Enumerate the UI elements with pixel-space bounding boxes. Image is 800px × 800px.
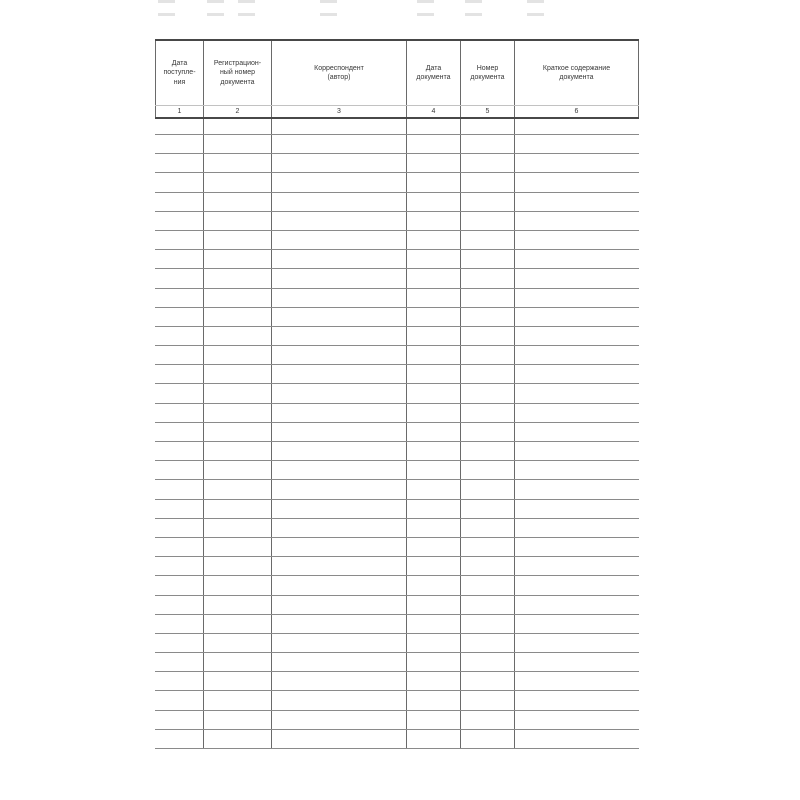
empty-cell — [155, 711, 204, 729]
empty-cell — [204, 596, 272, 614]
empty-cell — [155, 193, 204, 211]
column-header-6 — [515, 41, 639, 105]
empty-cell — [461, 576, 515, 594]
empty-cell — [272, 173, 407, 191]
empty-cell — [407, 173, 461, 191]
empty-cell — [407, 538, 461, 556]
empty-cell — [461, 384, 515, 402]
empty-cell — [461, 135, 515, 153]
column-header-label — [163, 59, 195, 88]
empty-cell — [272, 576, 407, 594]
table-row — [155, 480, 639, 499]
empty-cell — [515, 346, 639, 364]
cropped-text-artifact — [527, 0, 544, 3]
table-row — [155, 173, 639, 192]
table-row — [155, 346, 639, 365]
empty-cell — [515, 423, 639, 441]
column-header-label-line: документа — [416, 74, 451, 81]
table-row — [155, 653, 639, 672]
empty-cell — [515, 269, 639, 287]
empty-cell — [407, 500, 461, 518]
table-row — [155, 557, 639, 576]
empty-cell — [515, 653, 639, 671]
empty-cell — [515, 231, 639, 249]
table-header — [155, 39, 639, 119]
empty-cell — [515, 404, 639, 422]
table-row — [155, 538, 639, 557]
empty-cell — [515, 557, 639, 575]
empty-cell — [461, 442, 515, 460]
empty-cell — [515, 519, 639, 537]
empty-cell — [155, 461, 204, 479]
column-header-label-line: документа — [470, 74, 505, 81]
empty-cell — [407, 461, 461, 479]
empty-cell — [461, 212, 515, 230]
column-header-label — [416, 64, 450, 83]
column-header-label-line: Краткое содержание — [542, 64, 611, 72]
empty-cell — [461, 404, 515, 422]
column-header-label-line: поступле- — [163, 69, 196, 77]
empty-cell — [204, 615, 272, 633]
empty-cell — [407, 596, 461, 614]
empty-cell — [204, 173, 272, 191]
table-row — [155, 135, 639, 154]
empty-cell — [272, 404, 407, 422]
empty-cell — [407, 212, 461, 230]
table-row — [155, 154, 639, 173]
empty-cell — [155, 519, 204, 537]
empty-cell — [407, 289, 461, 307]
empty-cell — [515, 500, 639, 518]
table-row — [155, 442, 639, 461]
empty-cell — [155, 480, 204, 498]
table-row — [155, 119, 639, 135]
empty-cell — [272, 327, 407, 345]
registration-journal-table — [155, 39, 639, 749]
empty-cell — [204, 154, 272, 172]
empty-cell — [407, 327, 461, 345]
empty-cell — [407, 193, 461, 211]
table-row — [155, 672, 639, 691]
empty-cell — [515, 308, 639, 326]
empty-cell — [155, 269, 204, 287]
empty-cell — [515, 250, 639, 268]
cropped-text-artifact — [207, 13, 224, 16]
table-body — [155, 119, 639, 749]
empty-cell — [155, 730, 204, 748]
column-header-label-line: Дата — [171, 59, 188, 67]
empty-cell — [272, 653, 407, 671]
empty-cell — [407, 557, 461, 575]
cropped-text-artifact — [238, 0, 255, 3]
column-header-1 — [155, 41, 204, 105]
empty-cell — [272, 231, 407, 249]
empty-cell — [204, 576, 272, 594]
empty-cell — [515, 289, 639, 307]
table-row — [155, 461, 639, 480]
empty-cell — [155, 634, 204, 652]
column-header-label-line: (автор) — [327, 74, 351, 81]
column-header-label — [214, 59, 261, 88]
table-row — [155, 384, 639, 403]
header-number-row — [155, 105, 639, 117]
empty-cell — [155, 691, 204, 709]
empty-cell — [461, 423, 515, 441]
column-header-label — [470, 64, 504, 83]
empty-cell — [407, 231, 461, 249]
empty-cell — [272, 519, 407, 537]
empty-cell — [407, 653, 461, 671]
empty-cell — [515, 119, 639, 134]
empty-cell — [155, 212, 204, 230]
empty-cell — [272, 289, 407, 307]
empty-cell — [461, 519, 515, 537]
empty-cell — [461, 653, 515, 671]
table-row — [155, 615, 639, 634]
empty-cell — [461, 289, 515, 307]
empty-cell — [515, 365, 639, 383]
column-number-5: 5 — [461, 106, 515, 117]
empty-cell — [407, 154, 461, 172]
table-row — [155, 691, 639, 710]
empty-cell — [272, 538, 407, 556]
empty-cell — [515, 173, 639, 191]
table-row — [155, 576, 639, 595]
empty-cell — [461, 634, 515, 652]
column-header-label-line: Номер — [476, 64, 499, 72]
table-row — [155, 519, 639, 538]
empty-cell — [272, 461, 407, 479]
empty-cell — [515, 193, 639, 211]
cropped-text-artifact — [238, 13, 255, 16]
empty-cell — [204, 135, 272, 153]
empty-cell — [204, 500, 272, 518]
empty-cell — [272, 691, 407, 709]
empty-cell — [272, 384, 407, 402]
empty-cell — [461, 672, 515, 690]
empty-cell — [155, 423, 204, 441]
empty-cell — [272, 119, 407, 134]
empty-cell — [515, 576, 639, 594]
empty-cell — [461, 119, 515, 134]
empty-cell — [204, 404, 272, 422]
empty-cell — [461, 711, 515, 729]
empty-cell — [155, 538, 204, 556]
empty-cell — [155, 119, 204, 134]
empty-cell — [272, 596, 407, 614]
empty-cell — [204, 634, 272, 652]
empty-cell — [407, 404, 461, 422]
empty-cell — [515, 596, 639, 614]
empty-cell — [515, 135, 639, 153]
empty-cell — [204, 365, 272, 383]
table-row — [155, 212, 639, 231]
column-header-label-line: документа — [559, 74, 594, 81]
table-row — [155, 327, 639, 346]
empty-cell — [155, 672, 204, 690]
empty-cell — [155, 308, 204, 326]
empty-cell — [515, 730, 639, 748]
empty-cell — [407, 711, 461, 729]
column-header-label-line: Корреспондент — [314, 64, 364, 72]
column-header-2 — [204, 41, 272, 105]
empty-cell — [204, 423, 272, 441]
empty-cell — [461, 250, 515, 268]
empty-cell — [515, 672, 639, 690]
empty-cell — [272, 212, 407, 230]
empty-cell — [515, 691, 639, 709]
empty-cell — [272, 365, 407, 383]
empty-cell — [272, 634, 407, 652]
empty-cell — [204, 289, 272, 307]
empty-cell — [272, 269, 407, 287]
empty-cell — [204, 691, 272, 709]
table-row — [155, 269, 639, 288]
table-row — [155, 711, 639, 730]
empty-cell — [407, 135, 461, 153]
empty-cell — [272, 480, 407, 498]
empty-cell — [407, 691, 461, 709]
empty-cell — [204, 557, 272, 575]
empty-cell — [155, 500, 204, 518]
empty-cell — [461, 346, 515, 364]
empty-cell — [272, 193, 407, 211]
empty-cell — [272, 615, 407, 633]
empty-cell — [461, 480, 515, 498]
empty-cell — [272, 346, 407, 364]
empty-cell — [515, 384, 639, 402]
empty-cell — [407, 576, 461, 594]
cropped-text-artifact — [320, 0, 337, 3]
cropped-text-artifact — [417, 13, 434, 16]
table-row — [155, 730, 639, 749]
empty-cell — [204, 384, 272, 402]
column-header-label-line: документа — [220, 78, 255, 86]
empty-cell — [461, 231, 515, 249]
empty-cell — [407, 442, 461, 460]
empty-cell — [461, 596, 515, 614]
empty-cell — [515, 615, 639, 633]
table-row — [155, 308, 639, 327]
empty-cell — [407, 519, 461, 537]
empty-cell — [515, 480, 639, 498]
table-row — [155, 250, 639, 269]
empty-cell — [407, 365, 461, 383]
empty-cell — [204, 250, 272, 268]
cropped-text-artifact — [527, 13, 544, 16]
table-row — [155, 634, 639, 653]
empty-cell — [272, 135, 407, 153]
cropped-text-artifact — [158, 0, 175, 3]
empty-cell — [407, 672, 461, 690]
column-header-label-line: Регистрацион- — [213, 59, 262, 67]
empty-cell — [272, 250, 407, 268]
empty-cell — [461, 557, 515, 575]
empty-cell — [461, 538, 515, 556]
table-row — [155, 423, 639, 442]
empty-cell — [204, 269, 272, 287]
empty-cell — [155, 404, 204, 422]
empty-cell — [407, 634, 461, 652]
empty-cell — [155, 384, 204, 402]
cropped-text-artifact — [158, 13, 175, 16]
column-header-label-line: ния — [173, 78, 186, 86]
empty-cell — [204, 193, 272, 211]
empty-cell — [272, 423, 407, 441]
empty-cell — [204, 327, 272, 345]
empty-cell — [155, 596, 204, 614]
table-row — [155, 231, 639, 250]
empty-cell — [155, 135, 204, 153]
empty-cell — [407, 384, 461, 402]
empty-cell — [272, 730, 407, 748]
table-row — [155, 365, 639, 384]
empty-cell — [155, 557, 204, 575]
empty-cell — [272, 672, 407, 690]
column-header-3 — [272, 41, 407, 105]
column-header-4 — [407, 41, 461, 105]
column-header-label-line: Дата — [425, 64, 442, 72]
table-row — [155, 500, 639, 519]
empty-cell — [204, 730, 272, 748]
empty-cell — [204, 653, 272, 671]
table-row — [155, 404, 639, 423]
cropped-text-artifact — [417, 0, 434, 3]
empty-cell — [515, 212, 639, 230]
column-header-label — [543, 64, 610, 83]
empty-cell — [461, 308, 515, 326]
empty-cell — [204, 538, 272, 556]
empty-cell — [407, 480, 461, 498]
cropped-text-artifact — [207, 0, 224, 3]
empty-cell — [461, 269, 515, 287]
empty-cell — [461, 327, 515, 345]
empty-cell — [204, 119, 272, 134]
column-number-1: 1 — [155, 106, 204, 117]
table-row — [155, 289, 639, 308]
empty-cell — [155, 365, 204, 383]
empty-cell — [407, 615, 461, 633]
empty-cell — [515, 538, 639, 556]
empty-cell — [461, 691, 515, 709]
empty-cell — [155, 154, 204, 172]
empty-cell — [204, 461, 272, 479]
empty-cell — [515, 711, 639, 729]
empty-cell — [155, 653, 204, 671]
empty-cell — [407, 346, 461, 364]
empty-cell — [204, 212, 272, 230]
empty-cell — [204, 442, 272, 460]
empty-cell — [155, 442, 204, 460]
column-number-3: 3 — [272, 106, 407, 117]
table-row — [155, 596, 639, 615]
empty-cell — [204, 519, 272, 537]
empty-cell — [515, 634, 639, 652]
empty-cell — [272, 500, 407, 518]
empty-cell — [155, 250, 204, 268]
empty-cell — [155, 346, 204, 364]
empty-cell — [272, 154, 407, 172]
empty-cell — [272, 442, 407, 460]
empty-cell — [515, 327, 639, 345]
empty-cell — [461, 365, 515, 383]
header-label-row — [155, 41, 639, 105]
empty-cell — [461, 615, 515, 633]
column-number-4: 4 — [407, 106, 461, 117]
empty-cell — [407, 269, 461, 287]
empty-cell — [155, 173, 204, 191]
empty-cell — [407, 250, 461, 268]
empty-cell — [155, 327, 204, 345]
empty-cell — [204, 346, 272, 364]
cropped-text-artifact — [465, 13, 482, 16]
column-number-2: 2 — [204, 106, 272, 117]
empty-cell — [461, 154, 515, 172]
column-number-6: 6 — [515, 106, 639, 117]
empty-cell — [407, 308, 461, 326]
empty-cell — [407, 730, 461, 748]
empty-cell — [461, 173, 515, 191]
empty-cell — [407, 423, 461, 441]
empty-cell — [204, 231, 272, 249]
empty-cell — [461, 500, 515, 518]
table-row — [155, 193, 639, 212]
empty-cell — [272, 557, 407, 575]
empty-cell — [155, 615, 204, 633]
empty-cell — [515, 154, 639, 172]
column-header-label — [314, 64, 364, 83]
empty-cell — [407, 119, 461, 134]
empty-cell — [461, 193, 515, 211]
empty-cell — [204, 308, 272, 326]
column-header-5 — [461, 41, 515, 105]
empty-cell — [204, 711, 272, 729]
empty-cell — [515, 442, 639, 460]
empty-cell — [155, 289, 204, 307]
empty-cell — [272, 308, 407, 326]
empty-cell — [515, 461, 639, 479]
empty-cell — [461, 730, 515, 748]
empty-cell — [204, 480, 272, 498]
column-header-label-line: ный номер — [219, 69, 256, 77]
cropped-text-artifact — [465, 0, 482, 3]
empty-cell — [155, 231, 204, 249]
empty-cell — [461, 461, 515, 479]
empty-cell — [272, 711, 407, 729]
empty-cell — [155, 576, 204, 594]
cropped-text-artifact — [320, 13, 337, 16]
empty-cell — [204, 672, 272, 690]
